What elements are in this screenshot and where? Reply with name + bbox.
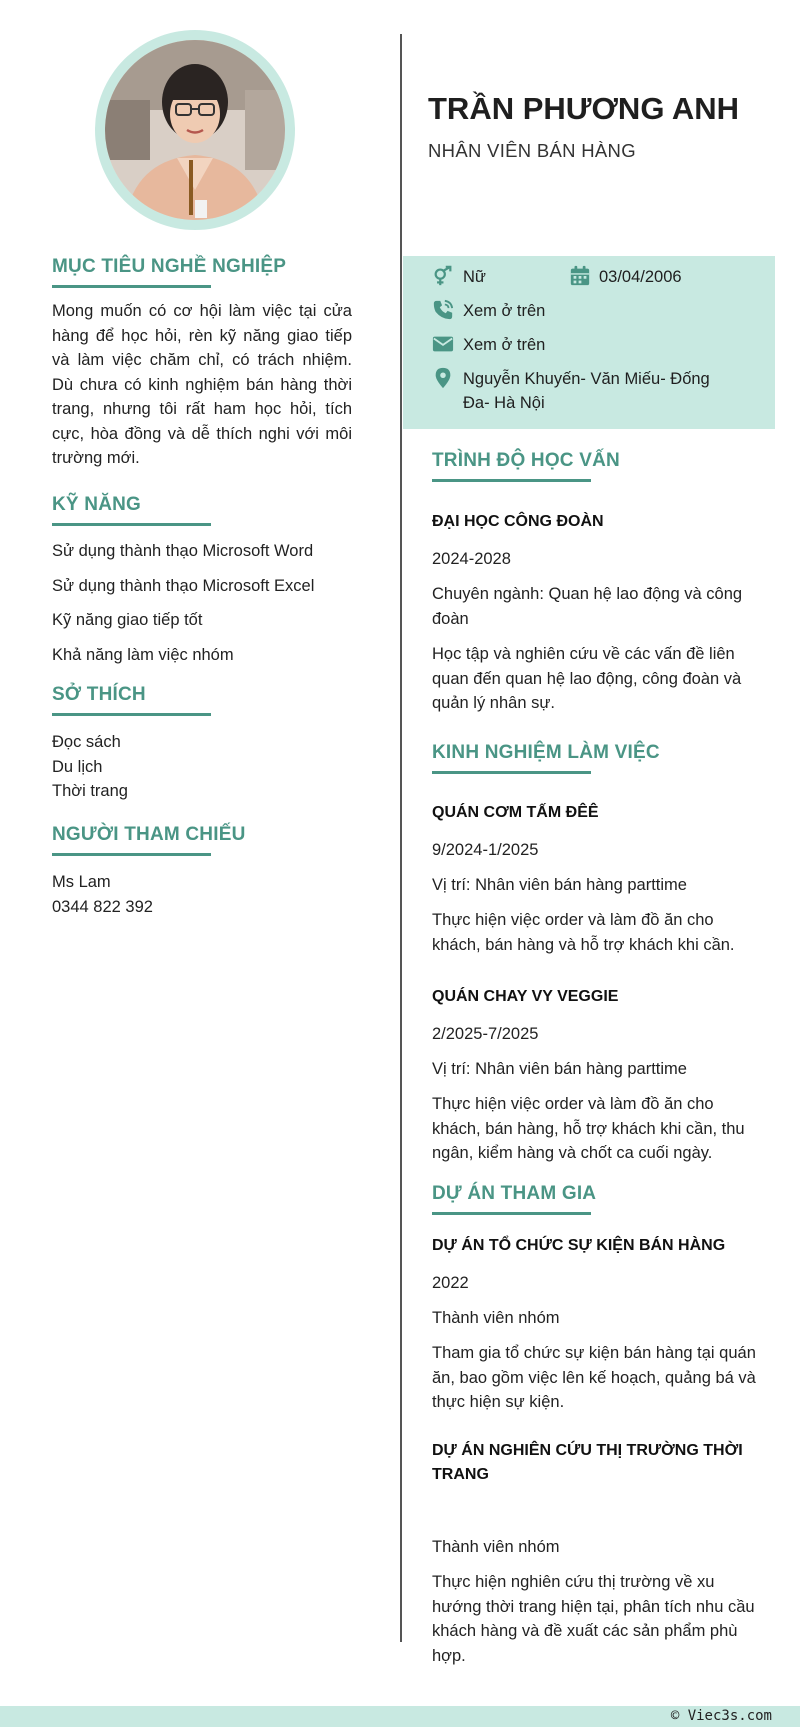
education-title: TRÌNH ĐỘ HỌC VẤN	[432, 450, 620, 471]
reference-section	[52, 824, 352, 919]
hobbies-underline	[52, 713, 211, 716]
objective-underline	[52, 285, 211, 288]
skill-item: Sử dụng thành thạo Microsoft Word	[52, 542, 314, 560]
objective-text: Mong muốn có cơ hội làm việc tại cửa hàng để học hỏi, rèn kỹ năng giao tiếp và làm việc chăm chỉ, có trách nhiệm. Dù chưa có kinh nghiệm bán hàng thời trang, nhưng tôi rất ham học hỏi, tích cực, hòa đồng và dễ thích nghi với môi trường mới.	[52, 302, 352, 467]
phone-icon	[432, 299, 454, 321]
objective-section	[52, 256, 352, 471]
avatar	[105, 40, 285, 220]
candidate-title: NHÂN VIÊN BÁN HÀNG	[428, 140, 636, 161]
column-divider	[400, 34, 402, 1642]
birthday-value: 03/04/2006	[599, 268, 682, 286]
address-line-2: Đa- Hà Nội	[463, 394, 545, 412]
email-icon	[432, 333, 454, 355]
experience-description: Thực hiện việc order và làm đồ ăn cho khách, bán hàng, hỗ trợ khách khi cần, thu ngân, kiểm hàng và chốt ca cuối ngày.	[432, 1095, 745, 1162]
avatar-frame	[95, 30, 295, 230]
hobby-item: Đọc sách	[52, 733, 121, 751]
projects-title: DỰ ÁN THAM GIA	[432, 1183, 597, 1204]
experience-period: 9/2024-1/2025	[432, 841, 539, 859]
education-underline	[432, 479, 591, 482]
calendar-icon	[569, 265, 591, 287]
experience-title: KINH NGHIỆM LÀM VIỆC	[432, 742, 660, 763]
project-name: DỰ ÁN NGHIÊN CỨU THỊ TRƯỜNG THỜI TRANG	[432, 1442, 743, 1483]
skills-underline	[52, 523, 211, 526]
education-major: Chuyên ngành: Quan hệ lao động và công đoàn	[432, 585, 743, 628]
experience-underline	[432, 771, 591, 774]
education-school: ĐẠI HỌC CÔNG ĐOÀN	[432, 513, 604, 530]
experience-position: Vị trí: Nhân viên bán hàng parttime	[432, 876, 687, 894]
location-icon	[432, 367, 454, 389]
email-value: Xem ở trên	[463, 336, 546, 354]
project-description: Thực hiện nghiên cứu thị trường về xu hướng thời trang hiện tại, phân tích nhu cầu khách hàng và đề xuất các sản phẩm phù hợp.	[432, 1573, 755, 1665]
education-description: Học tập và nghiên cứu về các vấn đề liên quan đến quan hệ lao động, công đoàn và quản lý nhân sự.	[432, 645, 742, 712]
experience-description: Thực hiện việc order và làm đồ ăn cho khách, bán hàng và hỗ trợ khách khi cần.	[432, 911, 735, 954]
hobby-item: Thời trang	[52, 782, 128, 800]
experience-company: QUÁN CHAY VY VEGGIE	[432, 988, 619, 1005]
skills-section	[52, 494, 352, 667]
reference-name: Ms Lam	[52, 873, 111, 891]
address-line-1: Nguyễn Khuyến- Văn Miếu- Đống	[463, 370, 710, 388]
gender-value: Nữ	[463, 268, 486, 286]
experience-position: Vị trí: Nhân viên bán hàng parttime	[432, 1060, 687, 1078]
candidate-name: TRẦN PHƯƠNG ANH	[428, 91, 740, 126]
skill-item: Khả năng làm việc nhóm	[52, 645, 234, 664]
project-role: Thành viên nhóm	[432, 1538, 560, 1556]
reference-title: NGƯỜI THAM CHIẾU	[52, 824, 246, 845]
skills-title: KỸ NĂNG	[52, 494, 142, 515]
project-role: Thành viên nhóm	[432, 1309, 560, 1327]
objective-title: MỤC TIÊU NGHỀ NGHIỆP	[52, 256, 287, 277]
projects-underline	[432, 1212, 591, 1215]
skill-item: Sử dụng thành thạo Microsoft Excel	[52, 576, 315, 595]
contact-panel	[403, 256, 775, 429]
project-year: 2022	[432, 1274, 469, 1292]
project-description: Tham gia tổ chức sự kiện bán hàng tại quán ăn, bao gồm việc lên kế hoạch, quảng bá và thực hiện sự kiện.	[432, 1344, 756, 1411]
hobbies-title: SỞ THÍCH	[52, 684, 146, 705]
hobby-item: Du lịch	[52, 757, 103, 776]
education-years: 2024-2028	[432, 550, 511, 568]
education-section	[432, 450, 762, 482]
hobbies-section	[52, 684, 352, 804]
skill-item: Kỹ năng giao tiếp tốt	[52, 611, 203, 629]
reference-underline	[52, 853, 211, 856]
footer-bar	[0, 1706, 800, 1727]
experience-company: QUÁN CƠM TẤM ĐÊÊ	[432, 804, 599, 821]
avatar-photo	[105, 40, 285, 220]
reference-phone: 0344 822 392	[52, 897, 153, 916]
experience-period: 2/2025-7/2025	[432, 1025, 539, 1043]
experience-section	[432, 742, 762, 774]
gender-icon	[432, 265, 454, 287]
phone-value: Xem ở trên	[463, 302, 546, 320]
project-name: DỰ ÁN TỔ CHỨC SỰ KIỆN BÁN HÀNG	[432, 1237, 726, 1254]
projects-section	[432, 1183, 762, 1215]
footer-credit: © Viec3s.com	[670, 1708, 772, 1724]
